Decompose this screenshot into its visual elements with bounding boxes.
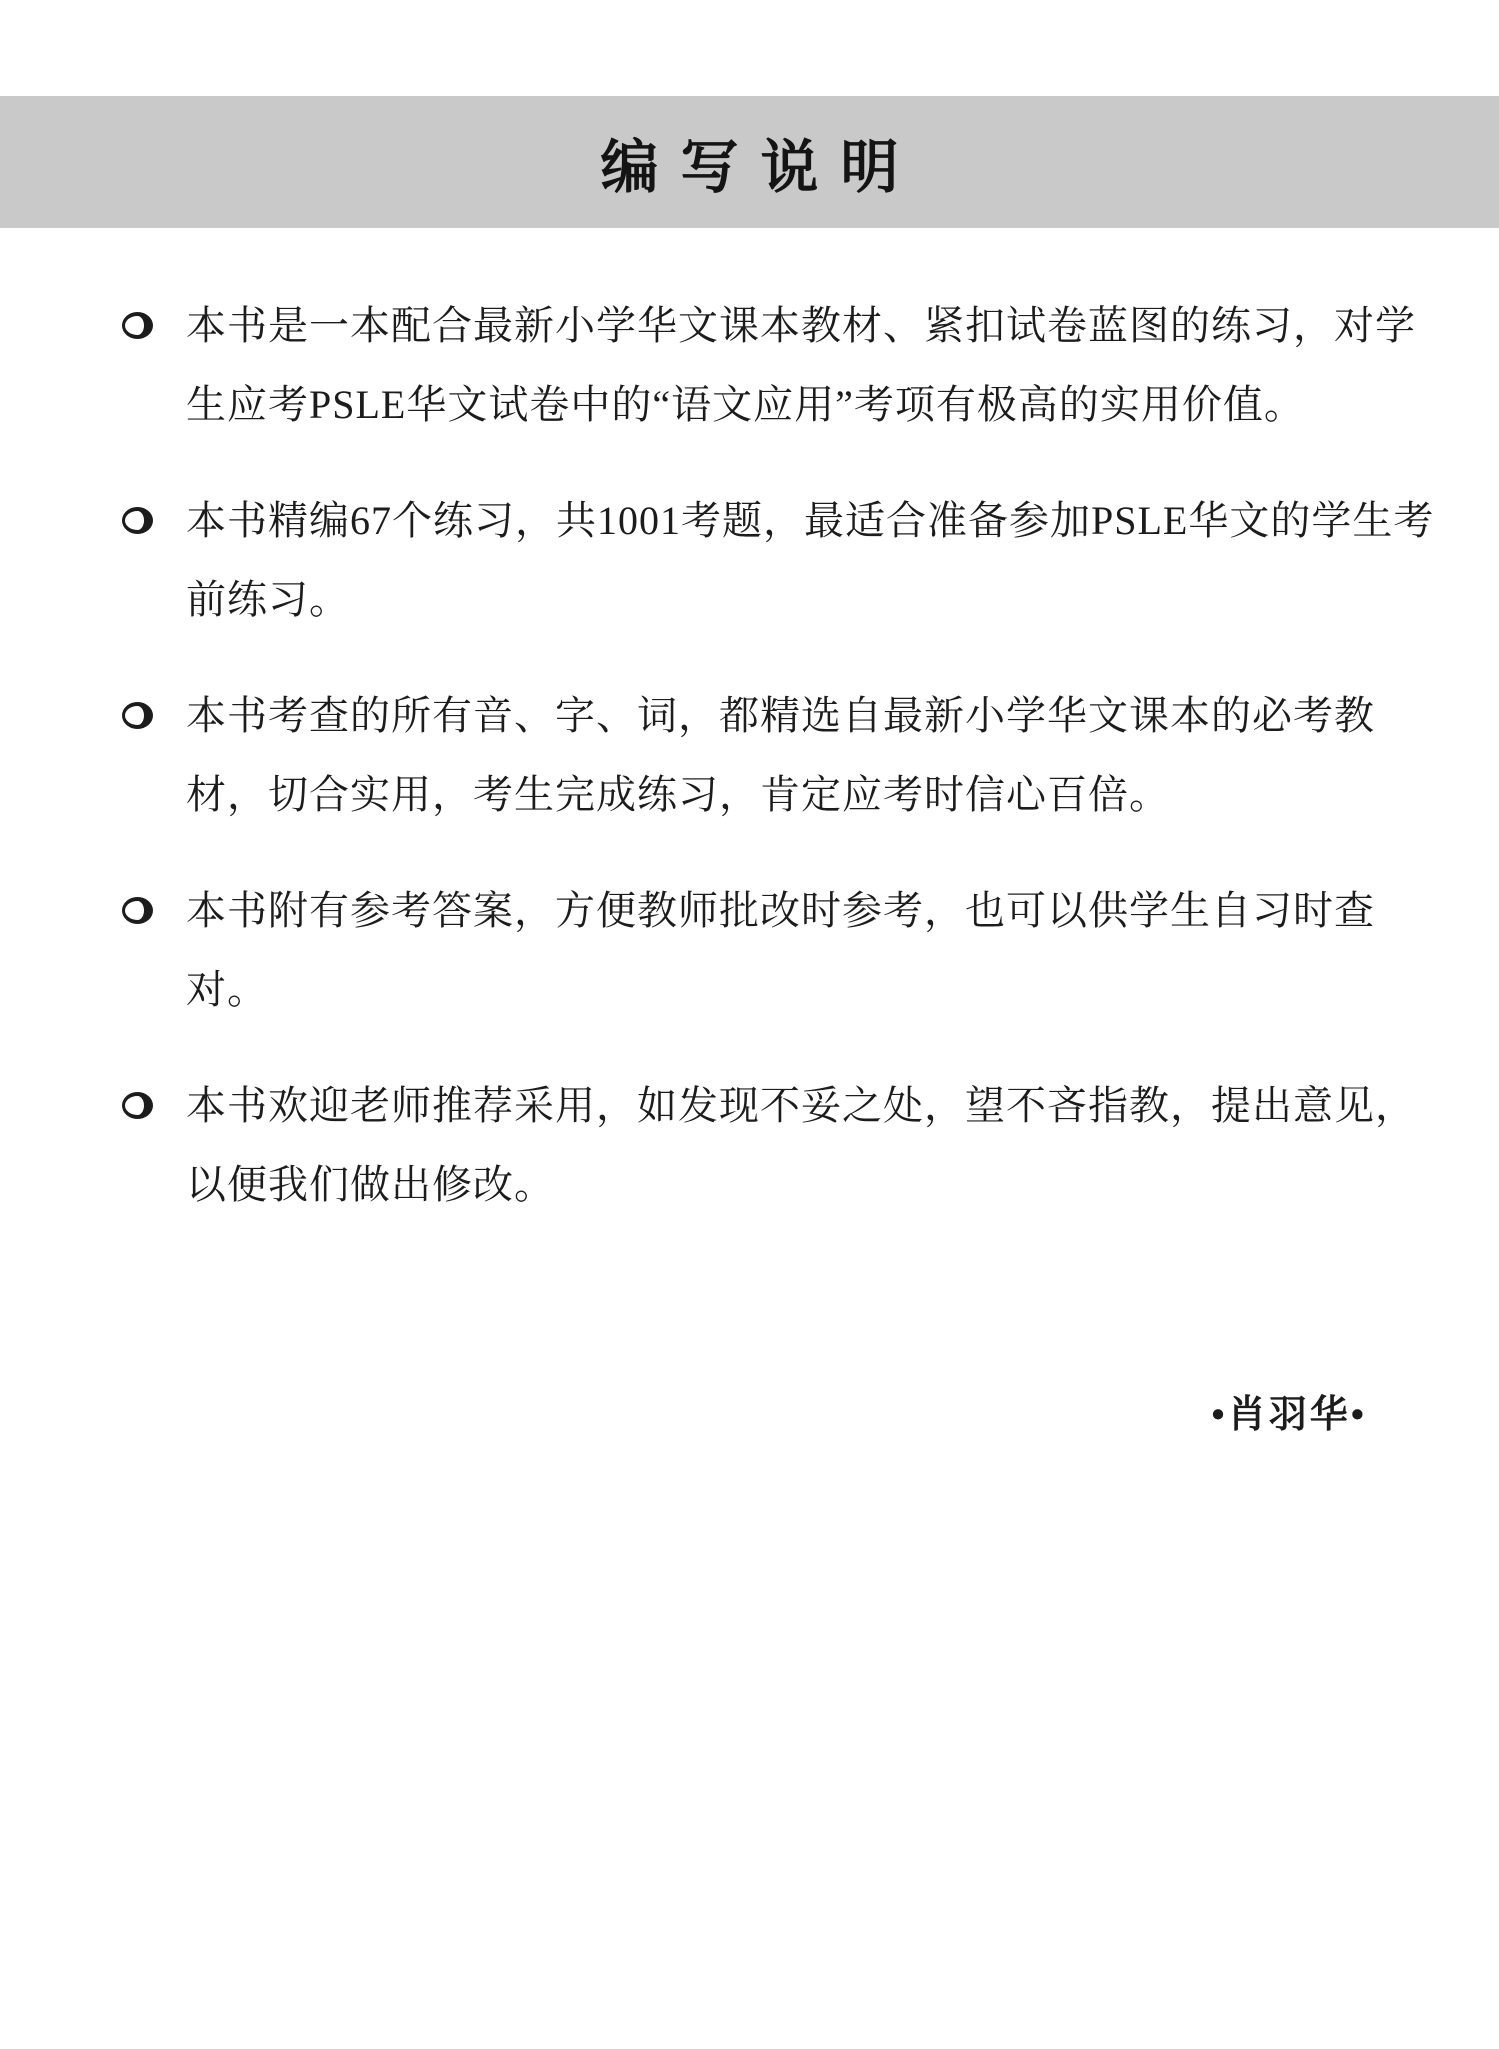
header-band (0, 96, 1499, 228)
author-signature: •肖羽华• (1211, 1394, 1367, 1436)
page-title: 编写说明 (600, 133, 921, 201)
paragraph-line: 对。 (186, 967, 268, 1012)
paragraph-line: 本书附有参考答案，方便教师批改时参考，也可以供学生自习时查 (186, 888, 1375, 933)
list-item (122, 676, 1394, 834)
paragraph-line: 生应考PSLE华文试卷中的“语文应用”考项有极高的实用价值。 (186, 382, 1305, 427)
list-item (122, 481, 1435, 639)
paragraph-line: 本书精编67个练习，共1001考题，最适合准备参加PSLE华文的学生考 (186, 498, 1435, 543)
paragraph (186, 286, 1416, 444)
paragraph-line: 本书欢迎老师推荐采用，如发现不妥之处，望不吝指教，提出意见， (186, 1083, 1416, 1128)
paragraph (186, 1066, 1416, 1224)
circle-bullet-icon (122, 1092, 153, 1119)
paragraph-line: 材，切合实用，考生完成练习，肯定应考时信心百倍。 (186, 772, 1170, 817)
list-item (122, 871, 1394, 1029)
list-item (122, 1066, 1416, 1224)
paragraph-line: 以便我们做出修改。 (186, 1162, 555, 1207)
paragraph-line: 本书考查的所有音、字、词，都精选自最新小学华文课本的必考教 (186, 693, 1375, 738)
paragraph-line: 本书是一本配合最新小学华文课本教材、紧扣试卷蓝图的练习，对学 (186, 303, 1416, 348)
paragraph (186, 871, 1394, 1029)
paragraph (186, 481, 1435, 639)
circle-bullet-icon (122, 702, 153, 729)
list-item (122, 286, 1416, 444)
circle-bullet-icon (122, 507, 153, 534)
circle-bullet-icon (122, 312, 153, 339)
paragraph (186, 676, 1394, 834)
paragraph-line: 前练习。 (186, 577, 350, 622)
notes-list (122, 286, 1435, 1261)
circle-bullet-icon (122, 897, 153, 924)
